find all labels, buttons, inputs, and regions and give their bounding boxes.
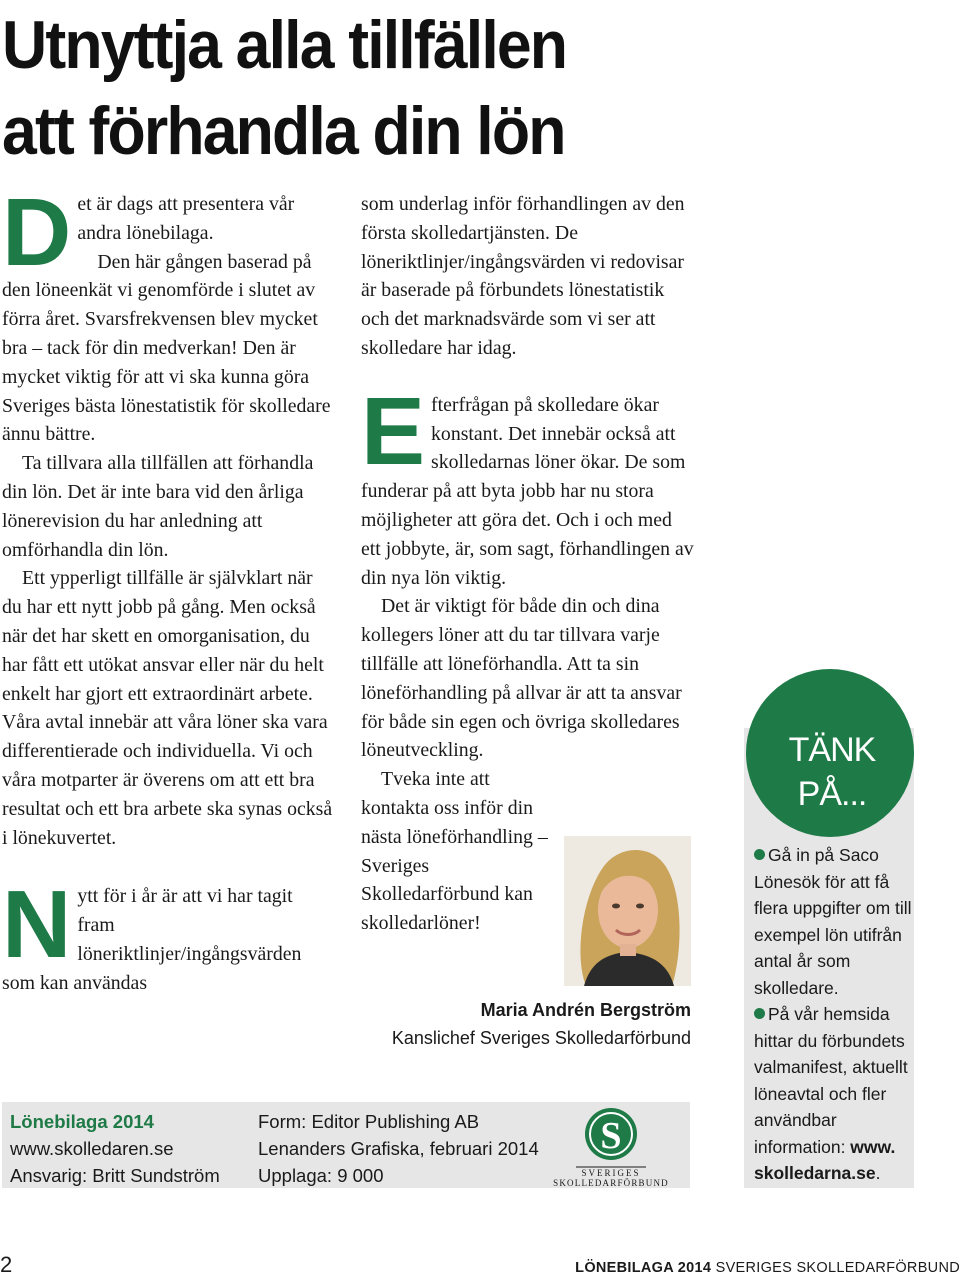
info-responsible: Ansvarig: Britt Sundström: [10, 1165, 220, 1186]
paragraph-negotiate: Ta tillvara alla tillfällen att förhandla din lön. Det är inte bara vid den årliga lönerevision du har anledning att omförhandla din lön.: [2, 452, 314, 561]
info-form: Form: Editor Publishing AB: [258, 1111, 480, 1132]
info-print: Lenanders Grafiska, februari 2014: [258, 1138, 539, 1159]
bullet-dot-icon: [754, 849, 765, 860]
sidebar-item-2: På vår hemsida hittar du förbundets valmanifest, aktuellt löneavtal och fler användbar information: www. skolledarna.se.: [754, 1004, 908, 1183]
headline-line-2: att förhandla din lön: [2, 93, 565, 169]
info-edition: Upplaga: 9 000: [258, 1165, 384, 1186]
sidebar-link[interactable]: www. skolledarna.se: [754, 1136, 896, 1183]
paragraph-survey: Den här gången baserad på den löneenkät vi genomförde i slutet av förra året. Svarsfrekvensen blev mycket bra – tack för din medverkan! Den är mycket viktig för att vi ska kunna göra Sveriges bästa lönestatistik för skolledare ännu bättre.: [2, 250, 331, 446]
paragraph-demand: Efterfrågan på skolledare ökar konstant. Det innebär också att skolledarnas löner ökar. De som funderar på att byta jobb har nu stora möjligheter att göra det. Och i och med ett jobbyte, är, som sagt, förhandlingen av din nya lön viktig.: [361, 377, 694, 589]
info-middle: [258, 1108, 539, 1189]
bullet-dot-icon: [754, 1008, 765, 1019]
paragraph-contact: Tveka inte att kontakta oss inför din nästa löneförhandling – Sveriges Skolledarförbund kan skolledarlöner!: [361, 768, 548, 935]
paragraph-colleagues: Det är viktigt för både din och dina kollegers löner att du tar tillvara varje tillfälle att löneförhandla. Att ta sin löneförhandling på allvar är att ta ansvar för både sin egen och övriga skolledares löneutveckling.: [361, 595, 682, 762]
headline: [2, 2, 876, 174]
logo-line-2: SKOLLEDARFÖRBUND: [553, 1178, 669, 1188]
headline-line-1: Utnyttja alla tillfällen: [2, 7, 567, 83]
logo-letter: S: [600, 1115, 622, 1157]
signature-title: Kanslichef Sveriges Skolledarförbund: [391, 1028, 691, 1048]
page-number: 2: [0, 1252, 13, 1277]
paragraph-new-job: Ett ypperligt tillfälle är självklart när du har ett nytt jobb på gång. Men också när det har skett en omorganisation, du har fått ett utökat ansvar eller när du helt enkelt har gjort ett extraordinärt arbete. Våra avtal innebär att våra löner ska vara differentierade och individuella. Vi och våra motparter är överens om att ett bra resultat och ett bra arbete ska synas också i lönekuvertet.: [2, 567, 333, 849]
paragraph-basis: som underlag inför förhandlingen av den första skolledartjänsten. De löneriktlinjer/ingångsvärden vi redovisar är baserade på förbundets lönestatistik och det marknadsvärde som vi ser att skolledare har idag.: [361, 193, 685, 359]
drop-cap-n: N: [2, 871, 72, 979]
drop-cap-d: D: [2, 179, 72, 286]
paragraph-guidelines: Nytt för i år är att vi har tagit fram löneriktlinjer/ingångsvärden som kan användas: [2, 871, 302, 994]
skolledarforbund-logo: [548, 1104, 674, 1190]
logo-line-1: SVERIGES: [581, 1168, 641, 1178]
drop-cap-e: E: [361, 377, 426, 485]
portrait-photo: [564, 836, 691, 986]
sidebar-text: [754, 842, 912, 1187]
article-column-1: [2, 179, 334, 998]
paragraph-intro: Det är dags att presentera vår andra lönebilaga.: [2, 179, 295, 286]
article-column-2: [361, 190, 696, 938]
sidebar-heading: TÄNK PÅ...: [788, 731, 876, 813]
info-left: [10, 1108, 220, 1189]
sidebar-item-1: Gå in på Saco Lönesök för att få flera uppgifter om till exempel lön utifrån antal år som skolledare.: [754, 845, 912, 998]
portrait-illustration: [564, 836, 691, 986]
running-footer: LÖNEBILAGA 2014 SVERIGES SKOLLEDARFÖRBUND: [575, 1260, 960, 1276]
info-website[interactable]: www.skolledaren.se: [10, 1138, 174, 1159]
signature-name: Maria Andrén Bergström: [480, 1000, 691, 1020]
info-title: Lönebilaga 2014: [10, 1111, 154, 1132]
